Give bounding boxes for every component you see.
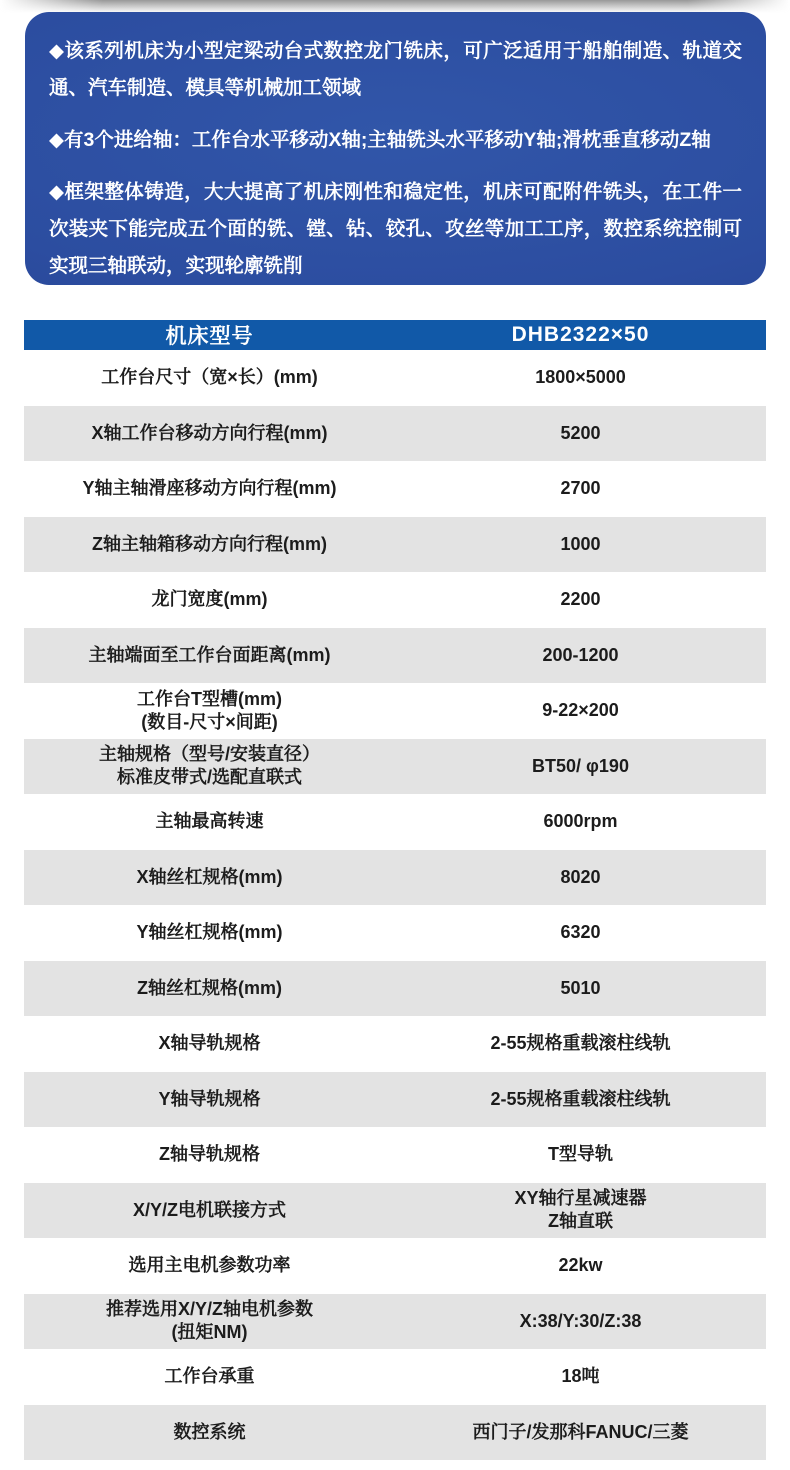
- text-line: 1000: [560, 533, 601, 554]
- table-row: [24, 1238, 766, 1294]
- text-line: Y轴导轨规格: [158, 1088, 261, 1109]
- spec-value-cell: [395, 461, 766, 517]
- table-row: [24, 1405, 766, 1461]
- text-line: 工作台承重: [164, 1366, 255, 1387]
- intro-bullet: ◆该系列机床为小型定梁动台式数控龙门铣床，可广泛适用于船舶制造、轨道交通、汽车制造、模具等机械加工领域: [49, 40, 742, 99]
- spec-value-cell: [395, 683, 766, 739]
- spec-label-cell: [24, 350, 395, 406]
- spec-label-cell: [24, 1238, 395, 1294]
- text-line: (数目-尺寸×间距): [141, 711, 278, 732]
- text-line: 5010: [560, 977, 601, 998]
- spec-table-header-row: [24, 320, 766, 350]
- text-line: 1800×5000: [535, 367, 626, 388]
- spec-value-cell: [395, 1405, 766, 1461]
- text-line: 工作台尺寸（宽×长）(mm): [101, 367, 318, 388]
- spec-label-cell: [24, 1294, 395, 1350]
- text-line: Y轴主轴滑座移动方向行程(mm): [82, 478, 337, 499]
- spec-label-cell: [24, 905, 395, 961]
- spec-value-cell: [395, 1294, 766, 1350]
- table-row: [24, 1349, 766, 1405]
- table-row: [24, 1294, 766, 1350]
- spec-value-cell: [395, 1183, 766, 1239]
- spec-label-cell: [24, 850, 395, 906]
- text-line: T型导轨: [548, 1144, 613, 1165]
- table-row: [24, 517, 766, 573]
- table-row: [24, 628, 766, 684]
- spec-value-cell: [395, 1016, 766, 1072]
- spec-label-cell: [24, 1072, 395, 1128]
- text-line: 2200: [560, 589, 601, 610]
- spec-label-cell: [24, 683, 395, 739]
- spec-label-cell: [24, 961, 395, 1017]
- text-line: X轴丝杠规格(mm): [136, 866, 283, 887]
- spec-value-cell: [395, 406, 766, 462]
- text-line: 6000rpm: [543, 811, 618, 832]
- table-row: [24, 905, 766, 961]
- text-line: 5200: [560, 422, 601, 443]
- table-row: [24, 683, 766, 739]
- spec-value-cell: [395, 1349, 766, 1405]
- text-line: Z轴导轨规格: [159, 1144, 260, 1165]
- spec-value-cell: [395, 517, 766, 573]
- text-line: 主轴最高转速: [155, 811, 264, 832]
- text-line: 主轴端面至工作台面距离(mm): [88, 644, 331, 665]
- spec-label-cell: [24, 461, 395, 517]
- spec-value-cell: [395, 905, 766, 961]
- text-line: 22kw: [558, 1255, 603, 1276]
- spec-label-cell: [24, 1405, 395, 1461]
- table-row: [24, 794, 766, 850]
- spec-label-cell: [24, 739, 395, 795]
- text-line: BT50/ φ190: [532, 755, 629, 776]
- text-line: Z轴主轴箱移动方向行程(mm): [92, 533, 327, 554]
- text-line: 9-22×200: [542, 700, 619, 721]
- text-line: XY轴行星减速器: [514, 1188, 647, 1209]
- text-line: Z轴直联: [548, 1211, 613, 1232]
- table-row: [24, 461, 766, 517]
- table-row: [24, 961, 766, 1017]
- intro-bullet-list: [49, 33, 742, 285]
- text-line: X轴工作台移动方向行程(mm): [91, 422, 328, 443]
- text-line: 数控系统: [173, 1421, 246, 1442]
- spec-value-cell: [395, 350, 766, 406]
- spec-label-cell: [24, 1183, 395, 1239]
- text-line: X/Y/Z电机联接方式: [132, 1199, 286, 1220]
- table-row: [24, 1127, 766, 1183]
- text-line: Z轴丝杠规格(mm): [137, 977, 282, 998]
- spec-label-cell: [24, 1016, 395, 1072]
- spec-value-cell: [395, 572, 766, 628]
- table-row: [24, 350, 766, 406]
- spec-table-body: [24, 350, 766, 1460]
- table-row: [24, 850, 766, 906]
- spec-label-cell: [24, 628, 395, 684]
- text-line: 标准皮带式/选配直联式: [117, 767, 302, 788]
- intro-bullet: ◆框架整体铸造，大大提高了机床刚性和稳定性，机床可配附件铣头，在工件一次装夹下能完成五个面的铣、镗、钻、铰孔、攻丝等加工工序，数控系统控制可实现三轴联动，实现轮廓铣削: [49, 181, 742, 277]
- table-row: [24, 406, 766, 462]
- table-row: [24, 739, 766, 795]
- intro-bullet: ◆有3个进给轴：工作台水平移动X轴;主轴铣头水平移动Y轴;滑枕垂直移动Z轴: [49, 129, 711, 151]
- text-line: 2-55规格重载滚柱线轨: [490, 1088, 671, 1109]
- text-line: 2700: [560, 478, 601, 499]
- spec-label-cell: [24, 406, 395, 462]
- spec-label-cell: [24, 794, 395, 850]
- table-row: [24, 1072, 766, 1128]
- text-line: (扭矩NM): [171, 1322, 248, 1343]
- text-line: 主轴规格（型号/安装直径）: [99, 744, 320, 765]
- text-line: 8020: [560, 866, 601, 887]
- spec-label-cell: [24, 517, 395, 573]
- text-line: 推荐选用X/Y/Z轴电机参数: [105, 1299, 313, 1320]
- text-line: 200-1200: [542, 644, 619, 665]
- spec-label-cell: [24, 1127, 395, 1183]
- spec-table-header-value: DHB2322×50: [511, 323, 650, 346]
- table-row: [24, 1183, 766, 1239]
- text-line: 龙门宽度(mm): [151, 589, 268, 610]
- intro-panel: [25, 12, 766, 285]
- text-line: X:38/Y:30/Z:38: [519, 1310, 642, 1331]
- text-line: 工作台T型槽(mm): [137, 688, 282, 709]
- table-row: [24, 1016, 766, 1072]
- spec-value-cell: [395, 628, 766, 684]
- text-line: 2-55规格重载滚柱线轨: [490, 1033, 671, 1054]
- spec-value-cell: [395, 1127, 766, 1183]
- spec-value-cell: [395, 1072, 766, 1128]
- spec-value-cell: [395, 739, 766, 795]
- spec-value-cell: [395, 1238, 766, 1294]
- text-line: 6320: [560, 922, 601, 943]
- spec-label-cell: [24, 572, 395, 628]
- spec-table: [24, 320, 766, 1460]
- spec-label-cell: [24, 1349, 395, 1405]
- spec-table-header-label: 机床型号: [165, 325, 254, 348]
- text-line: Y轴丝杠规格(mm): [136, 922, 283, 943]
- table-row: [24, 572, 766, 628]
- text-line: 西门子/发那科FANUC/三菱: [472, 1421, 689, 1442]
- spec-value-cell: [395, 794, 766, 850]
- text-line: X轴导轨规格: [158, 1033, 261, 1054]
- spec-value-cell: [395, 850, 766, 906]
- spec-value-cell: [395, 961, 766, 1017]
- text-line: 18吨: [561, 1366, 600, 1387]
- text-line: 选用主电机参数功率: [128, 1255, 291, 1276]
